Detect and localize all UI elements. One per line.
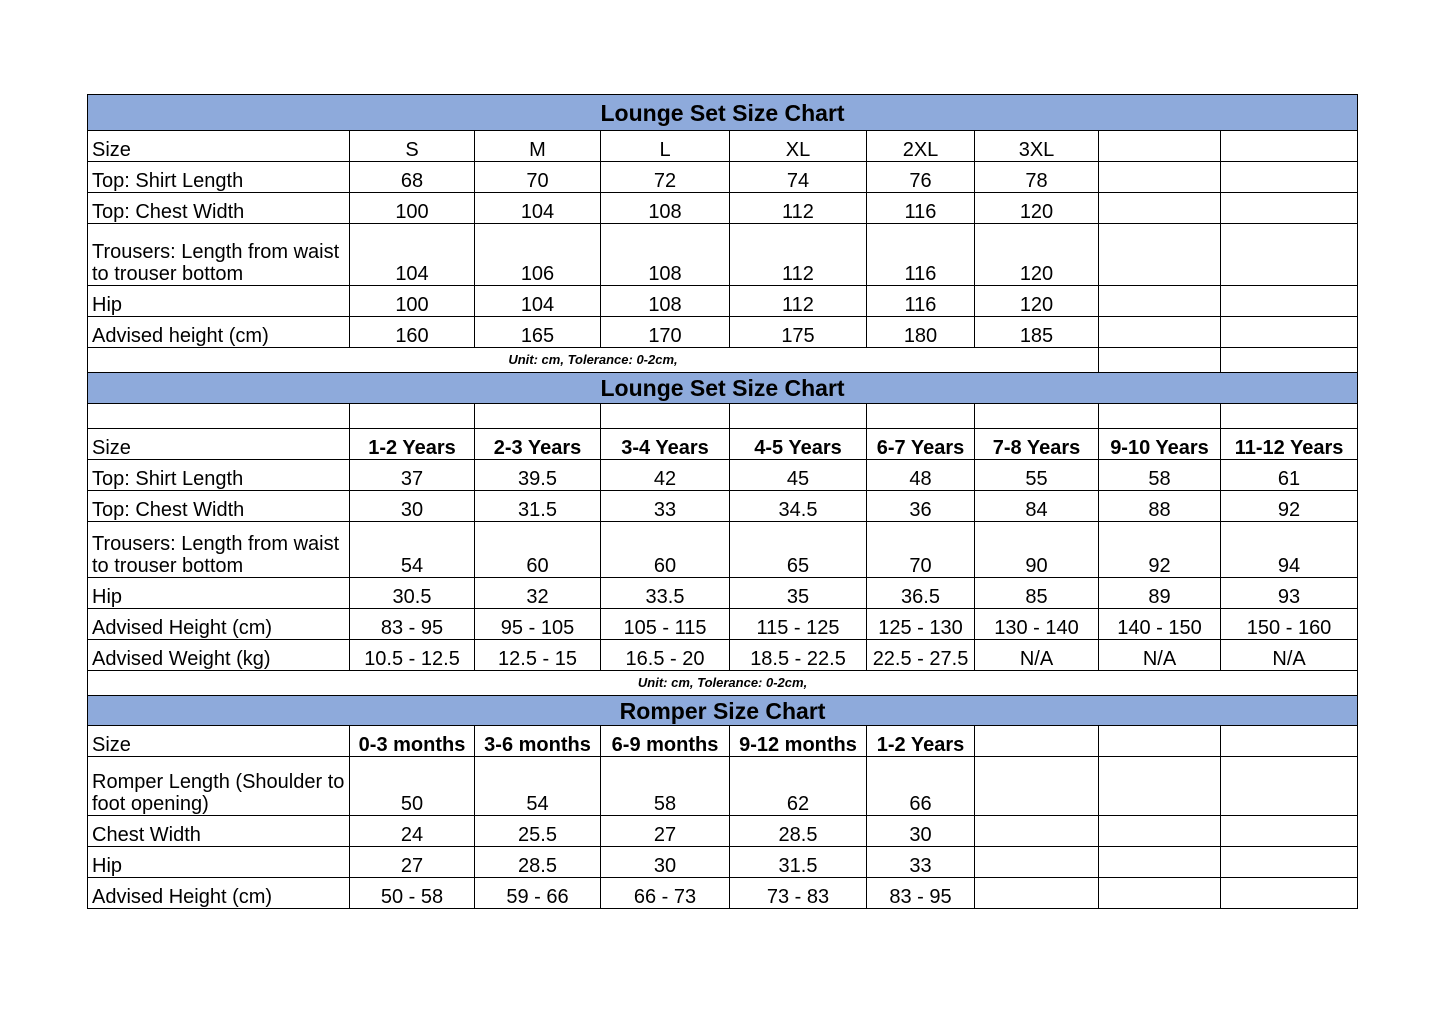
table-cell: [1099, 317, 1221, 348]
table-cell: 25.5: [475, 816, 601, 847]
table-row: [88, 286, 1358, 317]
table-cell: 73 - 83: [730, 878, 867, 909]
table-cell: 50: [350, 757, 475, 816]
table-cell: L: [601, 131, 730, 162]
table-cell: 36.5: [867, 578, 975, 609]
table-cell: [1099, 757, 1221, 816]
table-cell: 106: [475, 224, 601, 286]
table-cell: 27: [601, 816, 730, 847]
table-cell: 7-8 Years: [975, 429, 1099, 460]
table-cell: 0-3 months: [350, 726, 475, 757]
table-cell: 18.5 - 22.5: [730, 640, 867, 671]
table-cell: 54: [475, 757, 601, 816]
table-cell: 116: [867, 193, 975, 224]
table-cell: [975, 404, 1099, 429]
row-label: Trousers: Length from waist to trouser bottom: [88, 224, 350, 286]
unit-note-row: [88, 348, 1358, 373]
table-cell: [1099, 847, 1221, 878]
table-cell: [1099, 162, 1221, 193]
table-cell: 58: [1099, 460, 1221, 491]
section-title-row: [88, 373, 1358, 404]
table-cell: [1221, 847, 1358, 878]
table-cell: 72: [601, 162, 730, 193]
table-cell: 90: [975, 522, 1099, 578]
table-cell: 4-5 Years: [730, 429, 867, 460]
table-cell: 100: [350, 193, 475, 224]
table-cell: 112: [730, 193, 867, 224]
table-row: [88, 726, 1358, 757]
row-label: Chest Width: [88, 816, 350, 847]
row-label: Advised height (cm): [88, 317, 350, 348]
table-cell: 60: [601, 522, 730, 578]
table-cell: 74: [730, 162, 867, 193]
table-cell: 62: [730, 757, 867, 816]
table-cell: 3XL: [975, 131, 1099, 162]
table-cell: XL: [730, 131, 867, 162]
table-cell: 140 - 150: [1099, 609, 1221, 640]
table-cell: 83 - 95: [350, 609, 475, 640]
table-cell: 42: [601, 460, 730, 491]
table-cell: 3-6 months: [475, 726, 601, 757]
table-cell: [975, 816, 1099, 847]
table-cell: 170: [601, 317, 730, 348]
table-cell: [1099, 816, 1221, 847]
table-cell: 50 - 58: [350, 878, 475, 909]
row-label: Top: Shirt Length: [88, 162, 350, 193]
table-cell: [1221, 348, 1358, 373]
table-cell: [1099, 286, 1221, 317]
table-cell: 3-4 Years: [601, 429, 730, 460]
section-title: Romper Size Chart: [88, 696, 1358, 726]
table-cell: 120: [975, 286, 1099, 317]
table-cell: 94: [1221, 522, 1358, 578]
table-cell: 36: [867, 491, 975, 522]
table-cell: N/A: [975, 640, 1099, 671]
table-cell: 66 - 73: [601, 878, 730, 909]
table-cell: 70: [475, 162, 601, 193]
table-cell: [1099, 726, 1221, 757]
table-cell: 104: [475, 193, 601, 224]
row-label: Romper Length (Shoulder to foot opening): [88, 757, 350, 816]
section-title: Lounge Set Size Chart: [88, 95, 1358, 131]
table-cell: 24: [350, 816, 475, 847]
table-cell: [1221, 131, 1358, 162]
table-cell: 37: [350, 460, 475, 491]
table-cell: 108: [601, 224, 730, 286]
row-label: Hip: [88, 847, 350, 878]
table-row: [88, 193, 1358, 224]
table-cell: 92: [1221, 491, 1358, 522]
table-row: [88, 878, 1358, 909]
table-cell: [1221, 816, 1358, 847]
table-row: [88, 429, 1358, 460]
table-row: [88, 224, 1358, 286]
table-cell: 112: [730, 286, 867, 317]
table-cell: 1-2 Years: [350, 429, 475, 460]
table-cell: 88: [1099, 491, 1221, 522]
table-cell: 28.5: [475, 847, 601, 878]
table-cell: [601, 404, 730, 429]
table-cell: 9-12 months: [730, 726, 867, 757]
table-cell: 11-12 Years: [1221, 429, 1358, 460]
table-cell: 10.5 - 12.5: [350, 640, 475, 671]
row-label: Size: [88, 429, 350, 460]
table-cell: [1099, 131, 1221, 162]
table-cell: 93: [1221, 578, 1358, 609]
row-label: Hip: [88, 578, 350, 609]
table-cell: [1099, 193, 1221, 224]
table-cell: 104: [350, 224, 475, 286]
table-row: [88, 816, 1358, 847]
table-cell: N/A: [1221, 640, 1358, 671]
row-label: Advised Height (cm): [88, 609, 350, 640]
table-cell: [975, 878, 1099, 909]
table-cell: [1221, 224, 1358, 286]
table-cell: 92: [1099, 522, 1221, 578]
table-cell: 165: [475, 317, 601, 348]
table-cell: 175: [730, 317, 867, 348]
table-cell: 89: [1099, 578, 1221, 609]
table-cell: [475, 404, 601, 429]
table-row: [88, 847, 1358, 878]
table-cell: [1221, 878, 1358, 909]
table-cell: 45: [730, 460, 867, 491]
table-cell: 68: [350, 162, 475, 193]
table-cell: 16.5 - 20: [601, 640, 730, 671]
table-row: [88, 578, 1358, 609]
table-cell: 55: [975, 460, 1099, 491]
table-cell: 2-3 Years: [475, 429, 601, 460]
table-cell: 104: [475, 286, 601, 317]
table-cell: 100: [350, 286, 475, 317]
table-cell: 27: [350, 847, 475, 878]
table-row: [88, 522, 1358, 578]
table-cell: 30: [350, 491, 475, 522]
row-label: [88, 404, 350, 429]
table-cell: 76: [867, 162, 975, 193]
table-cell: 30: [601, 847, 730, 878]
table-cell: [867, 404, 975, 429]
table-cell: 34.5: [730, 491, 867, 522]
table-row: [88, 162, 1358, 193]
unit-note: Unit: cm, Tolerance: 0-2cm,: [88, 671, 1358, 696]
row-label: Hip: [88, 286, 350, 317]
table-cell: [1221, 162, 1358, 193]
table-cell: 84: [975, 491, 1099, 522]
table-cell: [975, 757, 1099, 816]
section-title-row: [88, 95, 1358, 131]
table-row: [88, 491, 1358, 522]
row-label: Size: [88, 726, 350, 757]
table-cell: 61: [1221, 460, 1358, 491]
table-cell: 9-10 Years: [1099, 429, 1221, 460]
table-cell: 58: [601, 757, 730, 816]
table-row: [88, 757, 1358, 816]
table-cell: 31.5: [730, 847, 867, 878]
table-cell: 48: [867, 460, 975, 491]
table-cell: 66: [867, 757, 975, 816]
row-label: Top: Chest Width: [88, 491, 350, 522]
table-cell: [1099, 348, 1221, 373]
table-cell: 116: [867, 224, 975, 286]
table-cell: 120: [975, 193, 1099, 224]
unit-note: Unit: cm, Tolerance: 0-2cm,: [88, 348, 1099, 373]
table-cell: 95 - 105: [475, 609, 601, 640]
table-cell: 180: [867, 317, 975, 348]
table-cell: 6-7 Years: [867, 429, 975, 460]
table-cell: N/A: [1099, 640, 1221, 671]
table-cell: 85: [975, 578, 1099, 609]
table-cell: 54: [350, 522, 475, 578]
table-cell: M: [475, 131, 601, 162]
row-label: Trousers: Length from waist to trouser bottom: [88, 522, 350, 578]
table-cell: 120: [975, 224, 1099, 286]
table-cell: [975, 847, 1099, 878]
table-cell: 6-9 months: [601, 726, 730, 757]
section-title: Lounge Set Size Chart: [88, 373, 1358, 404]
table-cell: 70: [867, 522, 975, 578]
table-cell: 185: [975, 317, 1099, 348]
table-cell: 33: [867, 847, 975, 878]
table-cell: 39.5: [475, 460, 601, 491]
table-cell: 33: [601, 491, 730, 522]
table-cell: 115 - 125: [730, 609, 867, 640]
table-cell: [1221, 317, 1358, 348]
table-cell: [975, 726, 1099, 757]
table-cell: 130 - 140: [975, 609, 1099, 640]
table-row: [88, 131, 1358, 162]
unit-note-row: [88, 671, 1358, 696]
table-cell: [1221, 286, 1358, 317]
table-cell: 60: [475, 522, 601, 578]
row-label: Size: [88, 131, 350, 162]
table-cell: 160: [350, 317, 475, 348]
table-cell: [1221, 726, 1358, 757]
table-cell: 12.5 - 15: [475, 640, 601, 671]
table-cell: 116: [867, 286, 975, 317]
size-chart-table: [87, 94, 1358, 909]
table-cell: 108: [601, 286, 730, 317]
table-cell: 150 - 160: [1221, 609, 1358, 640]
table-cell: 125 - 130: [867, 609, 975, 640]
table-cell: 65: [730, 522, 867, 578]
row-label: Top: Chest Width: [88, 193, 350, 224]
table-cell: [1099, 404, 1221, 429]
table-cell: 22.5 - 27.5: [867, 640, 975, 671]
row-label: Top: Shirt Length: [88, 460, 350, 491]
table-cell: [1221, 757, 1358, 816]
table-cell: [1221, 404, 1358, 429]
table-cell: [350, 404, 475, 429]
table-cell: 105 - 115: [601, 609, 730, 640]
table-cell: [730, 404, 867, 429]
table-cell: 30: [867, 816, 975, 847]
table-row: [88, 404, 1358, 429]
table-cell: [1221, 193, 1358, 224]
table-cell: 83 - 95: [867, 878, 975, 909]
table-cell: [1099, 224, 1221, 286]
table-cell: 2XL: [867, 131, 975, 162]
row-label: Advised Weight (kg): [88, 640, 350, 671]
table-cell: 28.5: [730, 816, 867, 847]
table-row: [88, 460, 1358, 491]
table-cell: 59 - 66: [475, 878, 601, 909]
table-row: [88, 640, 1358, 671]
row-label: Advised Height (cm): [88, 878, 350, 909]
table-cell: 35: [730, 578, 867, 609]
table-cell: 1-2 Years: [867, 726, 975, 757]
table-cell: 108: [601, 193, 730, 224]
table-row: [88, 609, 1358, 640]
table-cell: 78: [975, 162, 1099, 193]
table-cell: [1099, 878, 1221, 909]
table-cell: 31.5: [475, 491, 601, 522]
table-cell: 30.5: [350, 578, 475, 609]
table-cell: 112: [730, 224, 867, 286]
table-cell: S: [350, 131, 475, 162]
table-cell: 32: [475, 578, 601, 609]
table-row: [88, 317, 1358, 348]
table-cell: 33.5: [601, 578, 730, 609]
section-title-row: [88, 696, 1358, 726]
